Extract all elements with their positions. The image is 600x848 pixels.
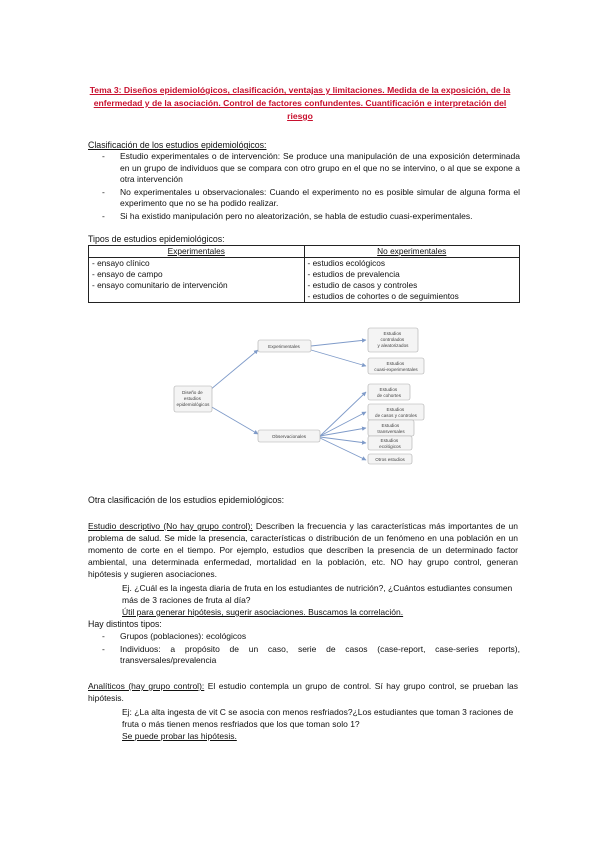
- diagram-node-casos-controles: Estudios de casos y controles: [375, 407, 417, 418]
- descriptive-paragraph: [88, 520, 518, 580]
- descriptive-note: Útil para generar hipótesis, sugerir asociaciones. Buscamos la correlación.: [122, 607, 404, 617]
- analytic-note: Se puede probar las hipótesis.: [122, 731, 237, 741]
- analytic-paragraph: [88, 680, 518, 704]
- diagram-node-ecologicos: Estudios ecológicos: [379, 438, 401, 449]
- list-item: - Grupos (poblaciones): ecológicos: [100, 631, 520, 643]
- diagram-node-transversales: Estudios transversales: [377, 423, 405, 434]
- study-design-diagram: [170, 320, 440, 462]
- classification-list: [100, 151, 520, 224]
- types-table: [88, 245, 520, 303]
- classification-heading: Clasificación de los estudios epidemiológicos:: [88, 140, 267, 150]
- diagram-node-controlados: Estudios controlados y aleatorizados: [377, 331, 409, 348]
- col-experimentales: [89, 258, 305, 303]
- analytic-label: Analíticos (hay grupo control):: [88, 681, 205, 691]
- table-cell: - ensayo comunitario de intervención: [92, 280, 228, 290]
- diagram-node-otros: Otros estudios: [375, 457, 405, 462]
- descriptive-text: Describen la frecuencia y las características más importantes de un problema de salud. Se mide la presencia, características o distribución de un fenómeno en una población en un momento de corte en el tiempo. Por ejemplo, estudios que describen la presencia de un determinado factor ambiental, una determinada enfermedad, mortalidad en la población, etc. NO hay grupo control, generan hipótesis y sugieren asociaciones.: [88, 521, 518, 579]
- diagram-node-cohortes: Estudios de cohortes: [376, 387, 402, 398]
- diagram-experimentales-label: Experimentales: [268, 344, 300, 349]
- document-title: Tema 3: Diseños epidemiológicos, clasificación, ventajas y limitaciones. Medida de la exposición, de la enfermedad y de la asociación. Control de factores confundentes. Cuantificación e interpretación del riesgo: [89, 85, 511, 121]
- analytic-text: El estudio contempla un grupo de control. Sí hay grupo control, se prueban las hipótesis.: [88, 681, 519, 703]
- other-classification-heading: Otra clasificación de los estudios epidemiológicos:: [88, 495, 285, 505]
- descriptive-label: Estudio descriptivo (No hay grupo control):: [88, 521, 253, 531]
- table-cell: - estudios de cohortes o de seguimientos: [307, 291, 459, 301]
- types-heading: Tipos de estudios epidemiológicos:: [88, 234, 225, 244]
- col-header-experimentales: Experimentales: [89, 246, 305, 258]
- list-item: - No experimentales u observacionales: Cuando el experimento no es posible simular de alguna forma el experimento que no se ha podido realizar.: [100, 187, 520, 210]
- table-cell: - ensayo clínico: [92, 258, 150, 268]
- descriptive-example: Ej. ¿Cuál es la ingesta diaria de fruta en los estudiantes de nutrición?, ¿Cuántos estudiantes consumen más de 3 raciones de fruta al día?: [122, 583, 513, 605]
- descriptive-types-heading: Hay distintos tipos:: [88, 619, 162, 629]
- table-cell: - ensayo de campo: [92, 269, 163, 279]
- analytic-example: Ej: ¿La alta ingesta de vit C se asocia con menos resfriados?¿Los estudiantes que toman 3 raciones de fruta o más tienen menos resfriados que los que toman solo 1?: [122, 707, 514, 729]
- table-cell: - estudios ecológicos: [307, 258, 385, 268]
- col-no-experimentales: [304, 258, 520, 303]
- diagram-node-cuasi: Estudios cuasi-experimentales: [374, 361, 418, 372]
- diagram-root-label: Diseño de estudios epidemiológicos: [176, 390, 210, 407]
- table-cell: - estudios de prevalencia: [307, 269, 400, 279]
- list-item: - Si ha existido manipulación pero no aleatorización, se habla de estudio cuasi-experimentales.: [100, 211, 520, 223]
- list-item: - Individuos: a propósito de un caso, serie de casos (case-report, case-series reports), transversales/prevalencia: [100, 644, 520, 667]
- diagram-observacionales-label: Observacionales: [271, 434, 307, 439]
- descriptive-types-list: [100, 631, 520, 668]
- col-header-no-experimentales: No experimentales: [304, 246, 520, 258]
- table-cell: - estudio de casos y controles: [307, 280, 418, 290]
- list-item: - Estudio experimentales o de intervención: Se produce una manipulación de una exposición determinada en un grupo de individuos que se compara con otro grupo en el que no se intervino, o al que se expone a otra intervención: [100, 151, 520, 186]
